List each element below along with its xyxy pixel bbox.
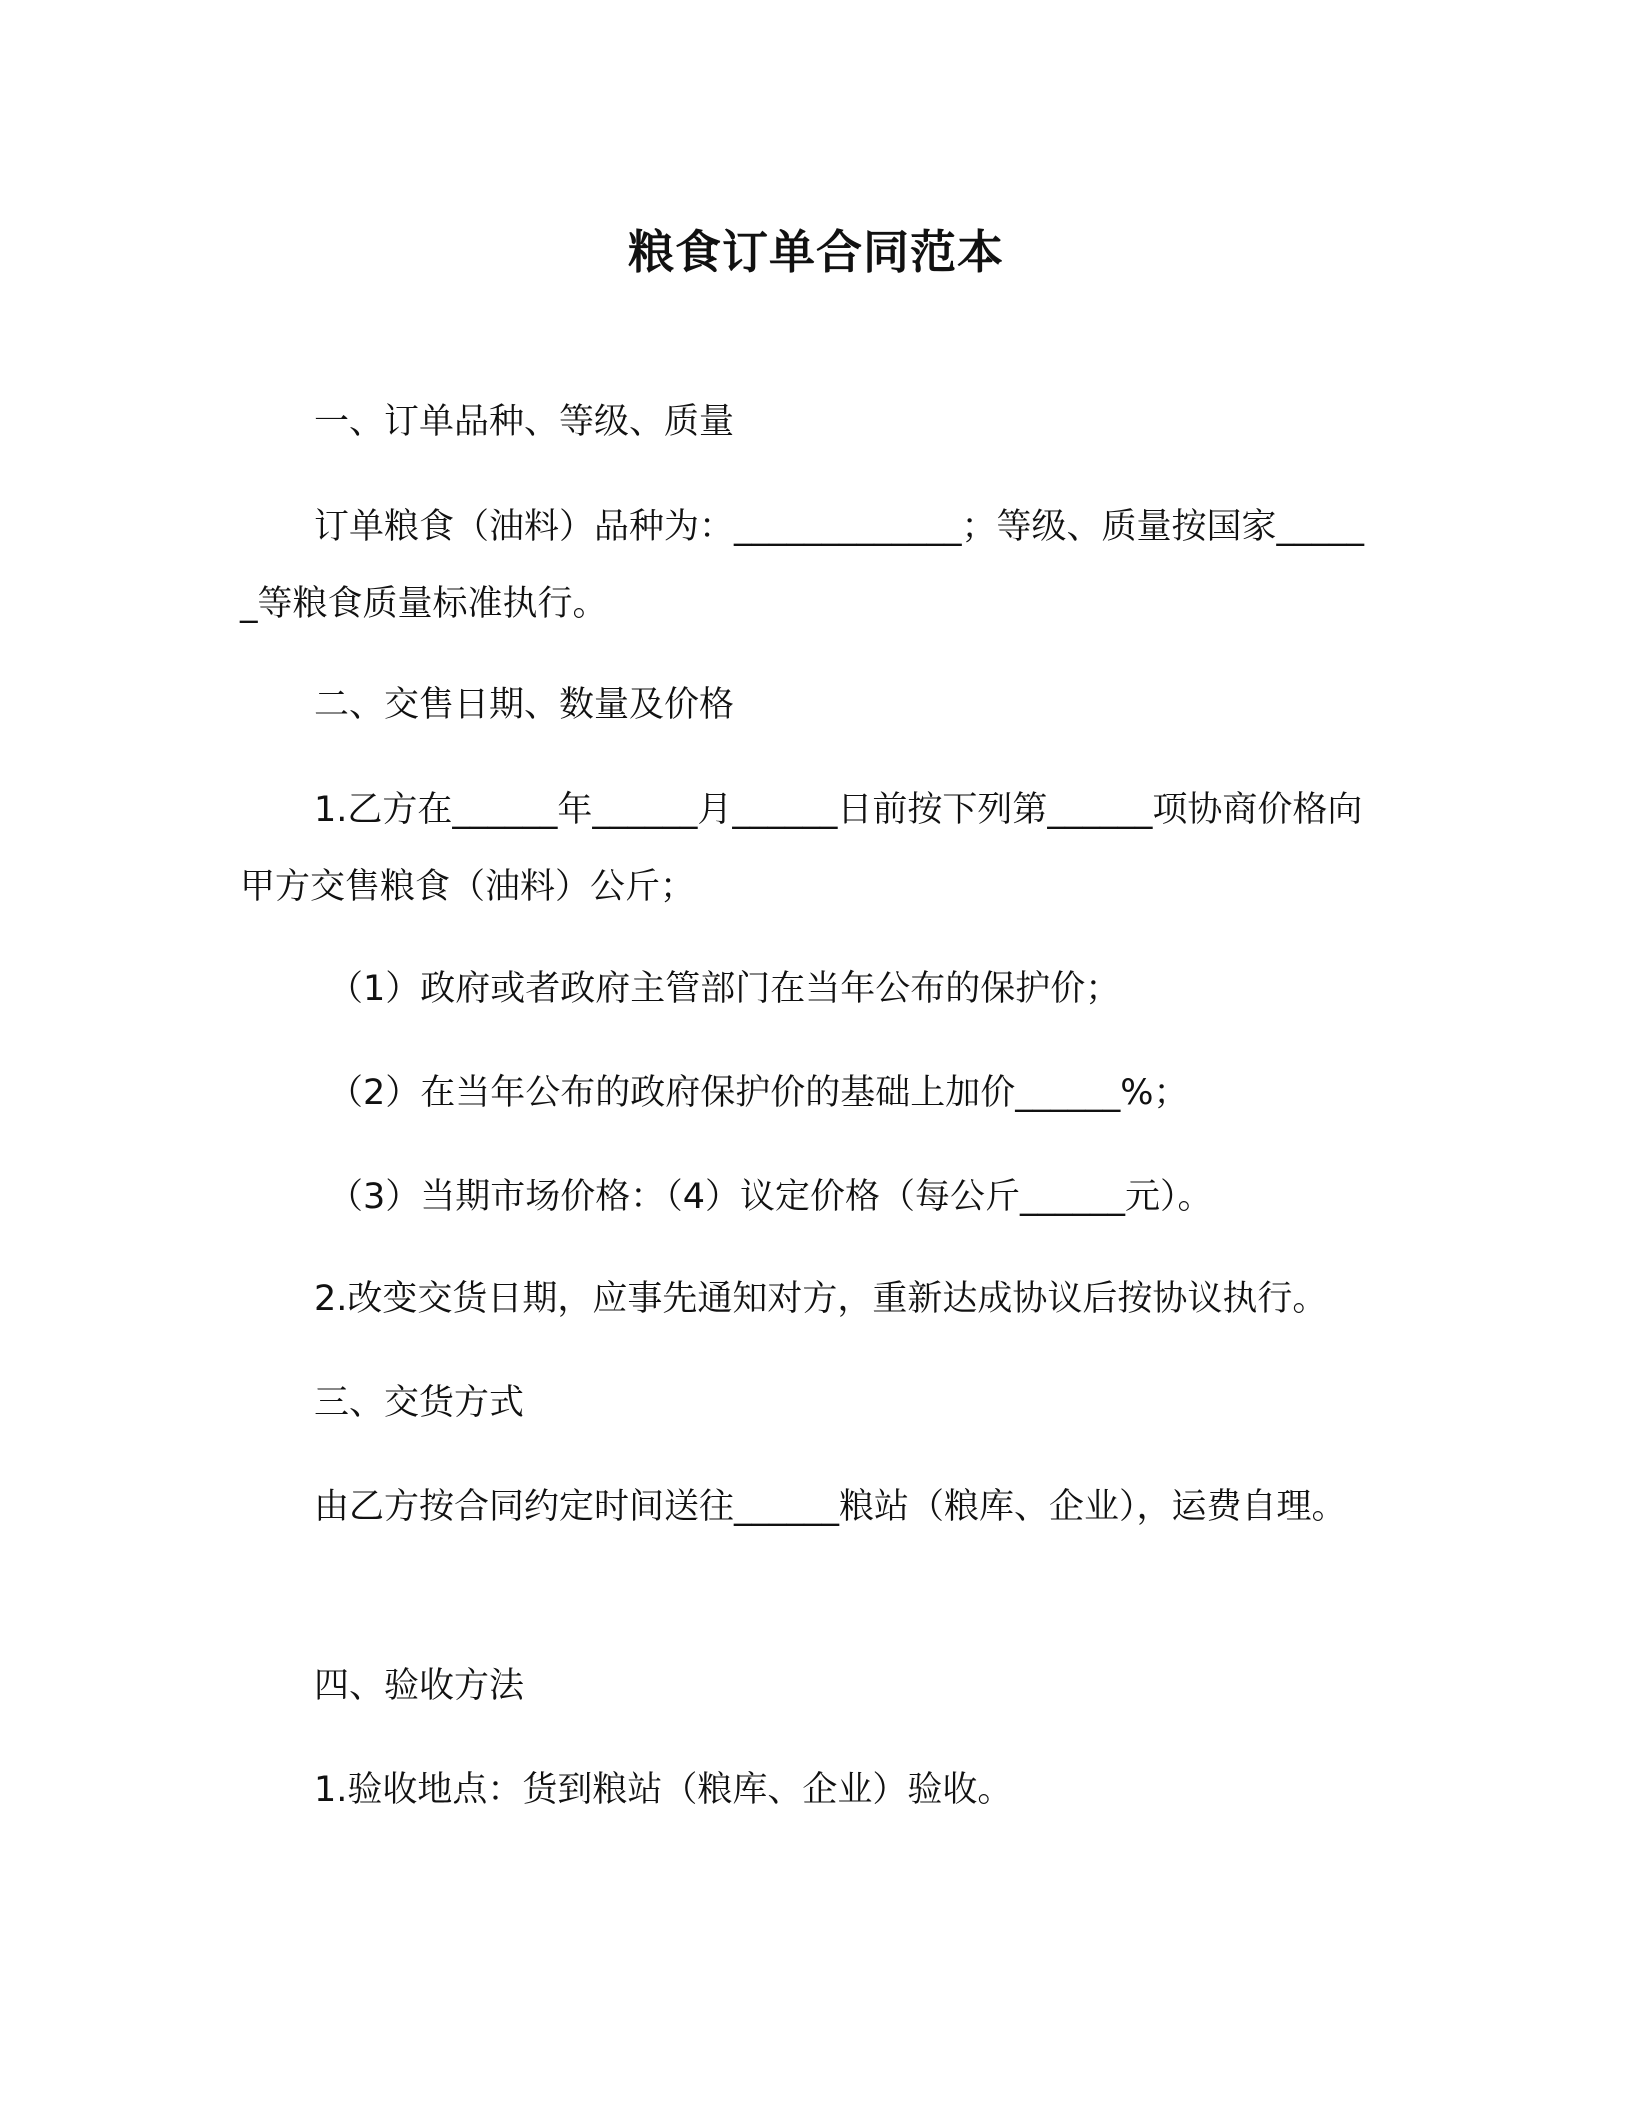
paragraph-delivery-method: 由乙方按合同约定时间送往______粮站（粮库、企业），运费自理。 xyxy=(314,1487,1347,1527)
paragraph-inspection-site: 1.验收地点：货到粮站（粮库、企业）验收。 xyxy=(314,1770,1013,1810)
section-heading-3: 三、交货方式 xyxy=(314,1383,525,1423)
document-title: 粮食订单合同范本 xyxy=(628,225,1004,279)
section-heading-1: 一、订单品种、等级、质量 xyxy=(314,402,735,442)
price-option-1: （1）政府或者政府主管部门在当年公布的保护价； xyxy=(328,969,1121,1009)
paragraph-variety: 订单粮食（油料）品种为：_____________；等级、质量按国家______等粮食质量标准执行。 xyxy=(240,507,1365,624)
paragraph-change-date: 2.改变交货日期，应事先通知对方，重新达成协议后按协议执行。 xyxy=(314,1279,1328,1319)
price-option-3-4: （3）当期市场价格：（4）议定价格（每公斤______元）。 xyxy=(328,1177,1213,1217)
section-heading-2: 二、交售日期、数量及价格 xyxy=(314,685,735,725)
section-heading-4: 四、验收方法 xyxy=(314,1666,525,1706)
paragraph-delivery-date: 1.乙方在______年______月______日前按下列第______项协商价格向甲方交售粮食（油料）公斤； xyxy=(240,790,1363,907)
price-option-2: （2）在当年公布的政府保护价的基础上加价______%； xyxy=(328,1073,1189,1113)
